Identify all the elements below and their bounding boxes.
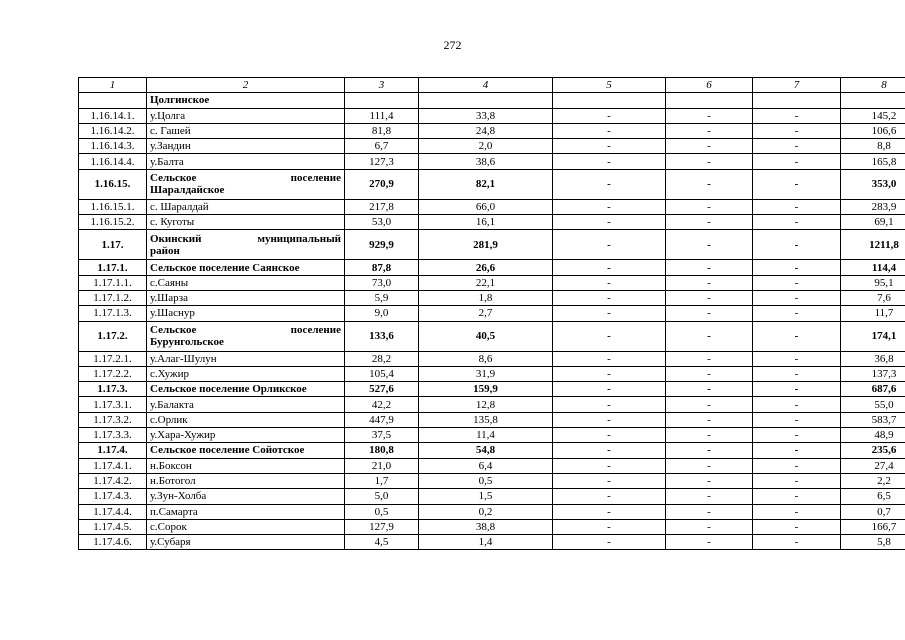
row-code: 1.17.4.5. — [79, 519, 147, 534]
row-value-col8: 283,9 — [841, 199, 905, 214]
row-value-col5: - — [553, 504, 666, 519]
table-row — [79, 519, 905, 534]
row-name: Сельское поселение Саянское — [147, 260, 345, 275]
table-row — [79, 123, 905, 138]
row-value-col6: - — [666, 260, 753, 275]
row-value-col8: 48,9 — [841, 428, 905, 443]
row-value-col4 — [419, 93, 553, 108]
header-row — [79, 78, 905, 93]
table-body — [79, 93, 905, 550]
row-value-col6: - — [666, 519, 753, 534]
row-value-col7: - — [753, 458, 841, 473]
row-value-col7: - — [753, 443, 841, 458]
row-name: с. Шаралдай — [147, 199, 345, 214]
row-value-col7: - — [753, 154, 841, 169]
row-value-col6 — [666, 93, 753, 108]
table-row — [79, 154, 905, 169]
row-code — [79, 93, 147, 108]
row-value-col4: 135,8 — [419, 412, 553, 427]
row-name: у.Цолга — [147, 108, 345, 123]
row-value-col4: 31,9 — [419, 366, 553, 381]
row-value-col4: 54,8 — [419, 443, 553, 458]
row-value-col3: 37,5 — [345, 428, 419, 443]
row-name: н.Боксон — [147, 458, 345, 473]
row-name: с.Хужир — [147, 366, 345, 381]
row-code: 1.17. — [79, 230, 147, 260]
row-name: у.Алаг-Шулун — [147, 351, 345, 366]
row-value-col6: - — [666, 230, 753, 260]
row-value-col6: - — [666, 458, 753, 473]
row-name: у.Зун-Холба — [147, 489, 345, 504]
row-value-col6: - — [666, 351, 753, 366]
header-cell: 8 — [841, 78, 905, 93]
data-table — [78, 77, 905, 550]
row-code: 1.16.14.3. — [79, 139, 147, 154]
header-cell: 2 — [147, 78, 345, 93]
row-name-line — [150, 184, 341, 196]
row-value-col7: - — [753, 199, 841, 214]
row-value-col7: - — [753, 366, 841, 381]
row-value-col4: 281,9 — [419, 230, 553, 260]
row-name-word: Шаралдайское — [150, 184, 225, 197]
row-value-col6: - — [666, 504, 753, 519]
row-value-col5: - — [553, 108, 666, 123]
row-value-col3: 1,7 — [345, 473, 419, 488]
row-value-col5: - — [553, 428, 666, 443]
row-name-line — [150, 172, 341, 184]
row-name-word: район — [150, 244, 180, 257]
row-value-col8: 95,1 — [841, 275, 905, 290]
row-value-col6: - — [666, 169, 753, 199]
row-code: 1.16.14.2. — [79, 123, 147, 138]
row-name: у.Балта — [147, 154, 345, 169]
row-value-col8: 687,6 — [841, 382, 905, 397]
row-value-col6: - — [666, 412, 753, 427]
row-value-col3: 127,9 — [345, 519, 419, 534]
row-value-col8: 174,1 — [841, 321, 905, 351]
row-value-col8: 6,5 — [841, 489, 905, 504]
row-code: 1.17.3. — [79, 382, 147, 397]
row-value-col6: - — [666, 154, 753, 169]
row-value-col6: - — [666, 443, 753, 458]
table-row — [79, 321, 905, 351]
row-value-col6: - — [666, 275, 753, 290]
row-value-col5: - — [553, 489, 666, 504]
row-value-col6: - — [666, 321, 753, 351]
row-code: 1.16.15.2. — [79, 215, 147, 230]
row-value-col3: 527,6 — [345, 382, 419, 397]
row-name: н.Ботогол — [147, 473, 345, 488]
row-value-col5: - — [553, 321, 666, 351]
row-value-col7: - — [753, 215, 841, 230]
row-value-col3: 9,0 — [345, 306, 419, 321]
row-value-col3: 180,8 — [345, 443, 419, 458]
row-value-col4: 38,8 — [419, 519, 553, 534]
row-value-col8: 2,2 — [841, 473, 905, 488]
table-row — [79, 366, 905, 381]
table-row — [79, 443, 905, 458]
row-value-col6: - — [666, 199, 753, 214]
row-name — [147, 169, 345, 199]
row-value-col7: - — [753, 519, 841, 534]
table-row — [79, 489, 905, 504]
row-value-col5: - — [553, 412, 666, 427]
row-name: с.Саяны — [147, 275, 345, 290]
row-name-word: Сельское — [150, 324, 197, 337]
row-code: 1.17.4.4. — [79, 504, 147, 519]
row-name: с.Сорок — [147, 519, 345, 534]
row-code: 1.17.4.2. — [79, 473, 147, 488]
row-name: с. Куготы — [147, 215, 345, 230]
row-value-col5: - — [553, 366, 666, 381]
row-value-col3: 87,8 — [345, 260, 419, 275]
row-code: 1.17.1. — [79, 260, 147, 275]
row-value-col6: - — [666, 366, 753, 381]
row-value-col7: - — [753, 412, 841, 427]
row-value-col7: - — [753, 382, 841, 397]
row-name-line — [150, 233, 341, 245]
row-name — [147, 230, 345, 260]
row-value-col4: 24,8 — [419, 123, 553, 138]
row-value-col7: - — [753, 123, 841, 138]
row-value-col3: 447,9 — [345, 412, 419, 427]
row-code: 1.17.4.1. — [79, 458, 147, 473]
row-value-col5: - — [553, 473, 666, 488]
row-value-col5 — [553, 93, 666, 108]
row-value-col7: - — [753, 397, 841, 412]
row-value-col4: 16,1 — [419, 215, 553, 230]
table-row — [79, 397, 905, 412]
row-value-col7: - — [753, 535, 841, 550]
row-value-col5: - — [553, 139, 666, 154]
row-code: 1.16.15.1. — [79, 199, 147, 214]
row-name: у.Балакта — [147, 397, 345, 412]
row-value-col3 — [345, 93, 419, 108]
row-value-col5: - — [553, 260, 666, 275]
row-value-col4: 1,8 — [419, 290, 553, 305]
row-value-col6: - — [666, 290, 753, 305]
row-value-col7: - — [753, 139, 841, 154]
table-row — [79, 260, 905, 275]
row-value-col8: 0,7 — [841, 504, 905, 519]
row-code: 1.17.2.1. — [79, 351, 147, 366]
row-value-col7: - — [753, 504, 841, 519]
row-value-col8: 583,7 — [841, 412, 905, 427]
row-value-col3: 929,9 — [345, 230, 419, 260]
row-value-col3: 21,0 — [345, 458, 419, 473]
row-value-col3: 28,2 — [345, 351, 419, 366]
row-value-col3: 73,0 — [345, 275, 419, 290]
row-value-col4: 38,6 — [419, 154, 553, 169]
table-row — [79, 382, 905, 397]
table-row — [79, 215, 905, 230]
row-value-col6: - — [666, 139, 753, 154]
row-name-line — [150, 336, 341, 348]
row-name: у.Шарза — [147, 290, 345, 305]
row-name: у.Зандин — [147, 139, 345, 154]
row-value-col3: 133,6 — [345, 321, 419, 351]
row-code: 1.17.2.2. — [79, 366, 147, 381]
row-name: с.Орлик — [147, 412, 345, 427]
row-value-col8: 137,3 — [841, 366, 905, 381]
row-name-word: поселение — [290, 172, 341, 185]
row-value-col3: 4,5 — [345, 535, 419, 550]
row-value-col5: - — [553, 351, 666, 366]
table-row — [79, 139, 905, 154]
row-value-col8: 235,6 — [841, 443, 905, 458]
row-value-col5: - — [553, 230, 666, 260]
row-code: 1.16.14.4. — [79, 154, 147, 169]
row-value-col7: - — [753, 489, 841, 504]
row-value-col3: 81,8 — [345, 123, 419, 138]
row-name: Сельское поселение Орликское — [147, 382, 345, 397]
row-value-col6: - — [666, 123, 753, 138]
row-value-col4: 159,9 — [419, 382, 553, 397]
row-code: 1.16.14.1. — [79, 108, 147, 123]
row-value-col8: 165,8 — [841, 154, 905, 169]
row-name: Цолгинское — [147, 93, 345, 108]
row-value-col5: - — [553, 290, 666, 305]
table-row — [79, 428, 905, 443]
row-value-col8: 1211,8 — [841, 230, 905, 260]
row-value-col7: - — [753, 275, 841, 290]
row-value-col3: 111,4 — [345, 108, 419, 123]
row-value-col4: 2,7 — [419, 306, 553, 321]
row-name-word: Сельское — [150, 172, 197, 185]
row-value-col8: 36,8 — [841, 351, 905, 366]
row-name-word: Окинский — [150, 232, 202, 245]
row-value-col4: 1,4 — [419, 535, 553, 550]
row-name: у.Хара-Хужир — [147, 428, 345, 443]
row-value-col7 — [753, 93, 841, 108]
table-row — [79, 351, 905, 366]
row-value-col5: - — [553, 169, 666, 199]
row-value-col7: - — [753, 321, 841, 351]
row-value-col7: - — [753, 473, 841, 488]
row-name: Сельское поселение Сойотское — [147, 443, 345, 458]
row-value-col4: 0,5 — [419, 473, 553, 488]
row-code: 1.17.3.3. — [79, 428, 147, 443]
row-code: 1.17.1.2. — [79, 290, 147, 305]
row-value-col5: - — [553, 519, 666, 534]
row-name: п.Самарта — [147, 504, 345, 519]
row-value-col7: - — [753, 351, 841, 366]
row-value-col8: 55,0 — [841, 397, 905, 412]
row-name-line — [150, 245, 341, 257]
row-value-col6: - — [666, 489, 753, 504]
row-code: 1.17.3.2. — [79, 412, 147, 427]
row-value-col3: 42,2 — [345, 397, 419, 412]
row-value-col8: 114,4 — [841, 260, 905, 275]
row-value-col3: 6,7 — [345, 139, 419, 154]
row-value-col7: - — [753, 428, 841, 443]
row-value-col7: - — [753, 169, 841, 199]
row-value-col5: - — [553, 123, 666, 138]
row-value-col8: 106,6 — [841, 123, 905, 138]
table-row — [79, 504, 905, 519]
row-code: 1.17.4.6. — [79, 535, 147, 550]
header-cell: 3 — [345, 78, 419, 93]
row-value-col6: - — [666, 215, 753, 230]
row-value-col8: 11,7 — [841, 306, 905, 321]
row-value-col5: - — [553, 382, 666, 397]
row-name-line — [150, 324, 341, 336]
row-value-col5: - — [553, 535, 666, 550]
row-value-col4: 1,5 — [419, 489, 553, 504]
row-value-col8: 353,0 — [841, 169, 905, 199]
table-row — [79, 535, 905, 550]
table-row — [79, 306, 905, 321]
row-value-col5: - — [553, 397, 666, 412]
table-row — [79, 290, 905, 305]
row-code: 1.17.2. — [79, 321, 147, 351]
row-value-col5: - — [553, 215, 666, 230]
table-row — [79, 108, 905, 123]
row-value-col4: 82,1 — [419, 169, 553, 199]
row-value-col6: - — [666, 535, 753, 550]
row-value-col8: 27,4 — [841, 458, 905, 473]
row-value-col3: 217,8 — [345, 199, 419, 214]
row-value-col6: - — [666, 428, 753, 443]
row-value-col8 — [841, 93, 905, 108]
row-value-col4: 2,0 — [419, 139, 553, 154]
row-value-col4: 22,1 — [419, 275, 553, 290]
row-value-col4: 12,8 — [419, 397, 553, 412]
row-value-col4: 6,4 — [419, 458, 553, 473]
header-cell: 1 — [79, 78, 147, 93]
row-value-col7: - — [753, 108, 841, 123]
row-value-col8: 7,6 — [841, 290, 905, 305]
table-row — [79, 199, 905, 214]
row-value-col8: 145,2 — [841, 108, 905, 123]
row-value-col8: 5,8 — [841, 535, 905, 550]
row-value-col5: - — [553, 275, 666, 290]
table-row — [79, 412, 905, 427]
header-cell: 7 — [753, 78, 841, 93]
row-value-col6: - — [666, 108, 753, 123]
row-value-col4: 40,5 — [419, 321, 553, 351]
row-value-col5: - — [553, 199, 666, 214]
table-row — [79, 458, 905, 473]
row-value-col3: 0,5 — [345, 504, 419, 519]
row-value-col3: 270,9 — [345, 169, 419, 199]
row-name: у.Шаснур — [147, 306, 345, 321]
table-row — [79, 93, 905, 108]
row-value-col5: - — [553, 306, 666, 321]
row-value-col8: 166,7 — [841, 519, 905, 534]
row-value-col5: - — [553, 154, 666, 169]
row-code: 1.17.3.1. — [79, 397, 147, 412]
row-name-word: поселение — [290, 324, 341, 337]
row-name: с. Гашей — [147, 123, 345, 138]
row-value-col5: - — [553, 443, 666, 458]
header-cell: 4 — [419, 78, 553, 93]
row-value-col6: - — [666, 397, 753, 412]
row-value-col4: 8,6 — [419, 351, 553, 366]
table-row — [79, 473, 905, 488]
row-value-col5: - — [553, 458, 666, 473]
row-code: 1.16.15. — [79, 169, 147, 199]
row-value-col7: - — [753, 306, 841, 321]
table-row — [79, 169, 905, 199]
row-value-col3: 53,0 — [345, 215, 419, 230]
row-name: у.Субаря — [147, 535, 345, 550]
row-name — [147, 321, 345, 351]
header-cell: 6 — [666, 78, 753, 93]
row-value-col7: - — [753, 230, 841, 260]
row-value-col4: 11,4 — [419, 428, 553, 443]
row-value-col6: - — [666, 382, 753, 397]
row-value-col8: 69,1 — [841, 215, 905, 230]
row-value-col3: 5,0 — [345, 489, 419, 504]
row-code: 1.17.1.1. — [79, 275, 147, 290]
row-value-col4: 66,0 — [419, 199, 553, 214]
table-row — [79, 275, 905, 290]
row-value-col7: - — [753, 290, 841, 305]
row-value-col4: 33,8 — [419, 108, 553, 123]
row-value-col6: - — [666, 306, 753, 321]
row-value-col3: 5,9 — [345, 290, 419, 305]
row-value-col8: 8,8 — [841, 139, 905, 154]
row-value-col4: 0,2 — [419, 504, 553, 519]
row-value-col3: 105,4 — [345, 366, 419, 381]
row-value-col4: 26,6 — [419, 260, 553, 275]
row-name-word: Бурунгольское — [150, 336, 224, 349]
page-number: 272 — [443, 38, 462, 52]
row-code: 1.17.1.3. — [79, 306, 147, 321]
header-cell: 5 — [553, 78, 666, 93]
row-name-word: муниципальный — [257, 232, 341, 245]
row-code: 1.17.4. — [79, 443, 147, 458]
table-row — [79, 230, 905, 260]
row-value-col7: - — [753, 260, 841, 275]
row-code: 1.17.4.3. — [79, 489, 147, 504]
row-value-col3: 127,3 — [345, 154, 419, 169]
row-value-col6: - — [666, 473, 753, 488]
